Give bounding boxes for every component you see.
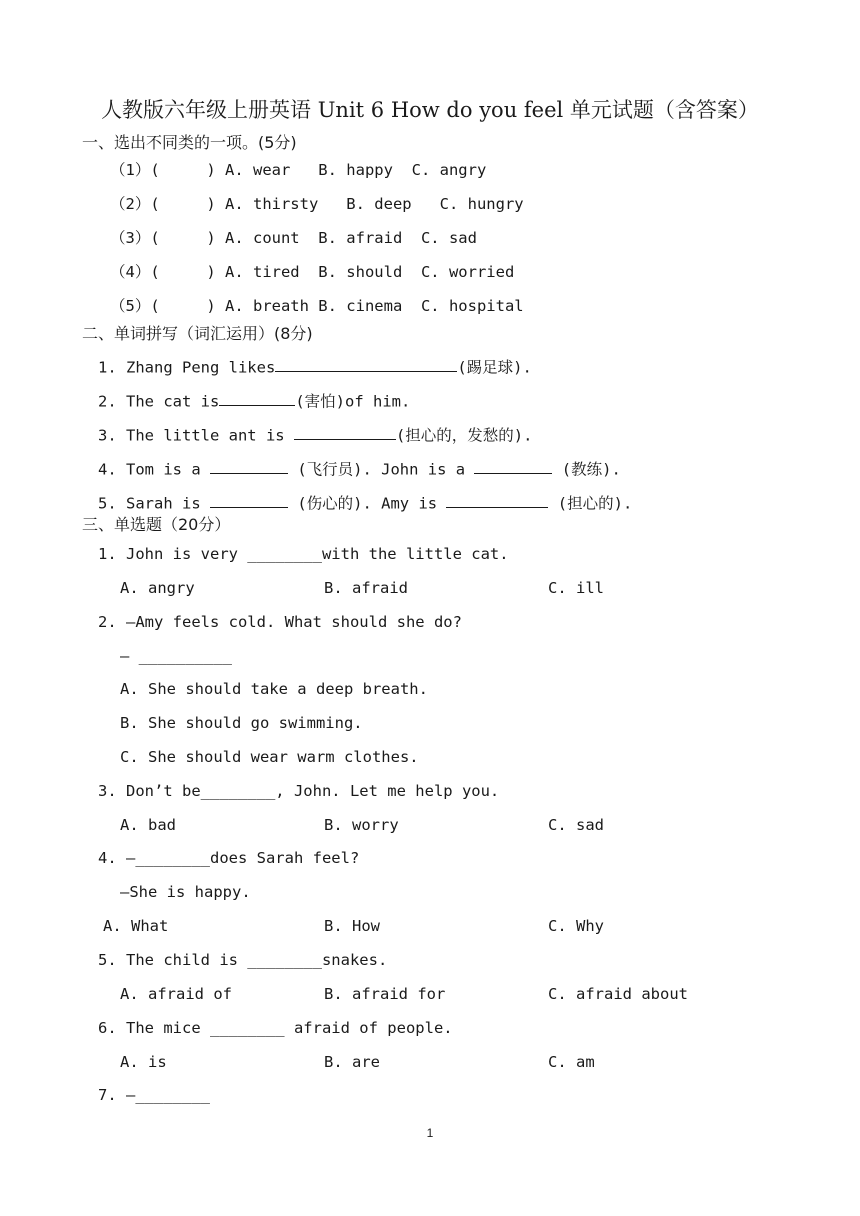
answer-blank[interactable]	[210, 457, 288, 474]
option-b: B. are	[324, 1053, 380, 1071]
q-hint: (教练).	[552, 460, 621, 479]
q-text: 2. The cat is	[98, 392, 220, 411]
section2-question-1	[98, 355, 532, 376]
option-c: C. sad	[548, 816, 604, 834]
answer-blank[interactable]	[219, 389, 295, 406]
option-b: B. afraid for	[324, 985, 446, 1003]
option-c: C. am	[548, 1053, 595, 1071]
section3-question-7: 7. —________	[98, 1086, 210, 1104]
answer-blank[interactable]	[446, 491, 548, 508]
section2-question-5	[98, 491, 632, 512]
q-hint: (害怕)of him.	[295, 392, 411, 411]
section3-question-1: 1. John is very ________with the little cat.	[98, 545, 509, 563]
option-c: C. Why	[548, 917, 604, 935]
option-c: C. afraid about	[548, 985, 688, 1003]
option-a: A. She should take a deep breath.	[120, 680, 428, 698]
q-hint: (踢足球).	[457, 358, 532, 377]
reply-line: —She is happy.	[120, 883, 251, 901]
section3-question-4: 4. —________does Sarah feel?	[98, 849, 360, 867]
q-hint: (飞行员). John is a	[287, 460, 475, 479]
q-hint: (担心的，发愁的).	[395, 426, 533, 445]
answer-blank[interactable]	[275, 355, 457, 372]
section2-heading: 二、单词拼写（词汇运用）(8分)	[82, 324, 313, 343]
section1-heading: 一、选出不同类的一项。(5分)	[82, 133, 297, 152]
section2-question-2	[98, 389, 410, 410]
section1-item-1: （1）( ) A. wear B. happy C. angry	[110, 161, 487, 179]
section3-question-3: 3. Don’t be________, John. Let me help you.	[98, 782, 500, 800]
section3-question-6: 6. The mice ________ afraid of people.	[98, 1019, 453, 1037]
option-a: A. bad	[120, 816, 176, 834]
option-c: C. She should wear warm clothes.	[120, 748, 419, 766]
section3-question-5: 5. The child is ________snakes.	[98, 951, 388, 969]
option-a: A. is	[120, 1053, 167, 1071]
q-text: 4. Tom is a	[98, 460, 210, 479]
section1-item-2: （2）( ) A. thirsty B. deep C. hungry	[110, 195, 524, 213]
option-b: B. She should go swimming.	[120, 714, 363, 732]
option-b: B. worry	[324, 816, 399, 834]
q-hint: (担心的).	[548, 494, 633, 513]
answer-blank[interactable]	[294, 423, 396, 440]
section2-question-4	[98, 457, 621, 478]
document-title: 人教版六年级上册英语 Unit 6 How do you feel 单元试题（含答案）	[101, 98, 759, 122]
section2-question-3	[98, 423, 532, 444]
section3-question-2: 2. —Amy feels cold. What should she do?	[98, 613, 462, 631]
q-text: 3. The little ant is	[98, 426, 294, 445]
section1-item-3: （3）( ) A. count B. afraid C. sad	[110, 229, 477, 247]
section1-item-5: （5）( ) A. breath B. cinema C. hospital	[110, 297, 524, 315]
option-a: A. angry	[120, 579, 195, 597]
option-c: C. ill	[548, 579, 604, 597]
q-hint: (伤心的). Amy is	[287, 494, 447, 513]
q-text: 5. Sarah is	[98, 494, 210, 513]
answer-blank[interactable]	[474, 457, 552, 474]
section1-item-4: （4）( ) A. tired B. should C. worried	[110, 263, 515, 281]
option-b: B. afraid	[324, 579, 408, 597]
q-text: 1. Zhang Peng likes	[98, 358, 276, 377]
page-number: 1	[426, 1126, 434, 1140]
option-a: A. afraid of	[120, 985, 232, 1003]
option-a: A. What	[103, 917, 169, 935]
section3-heading: 三、单选题（20分）	[82, 515, 231, 534]
answer-blank[interactable]	[210, 491, 288, 508]
option-b: B. How	[324, 917, 380, 935]
answer-line: — __________	[120, 647, 232, 665]
